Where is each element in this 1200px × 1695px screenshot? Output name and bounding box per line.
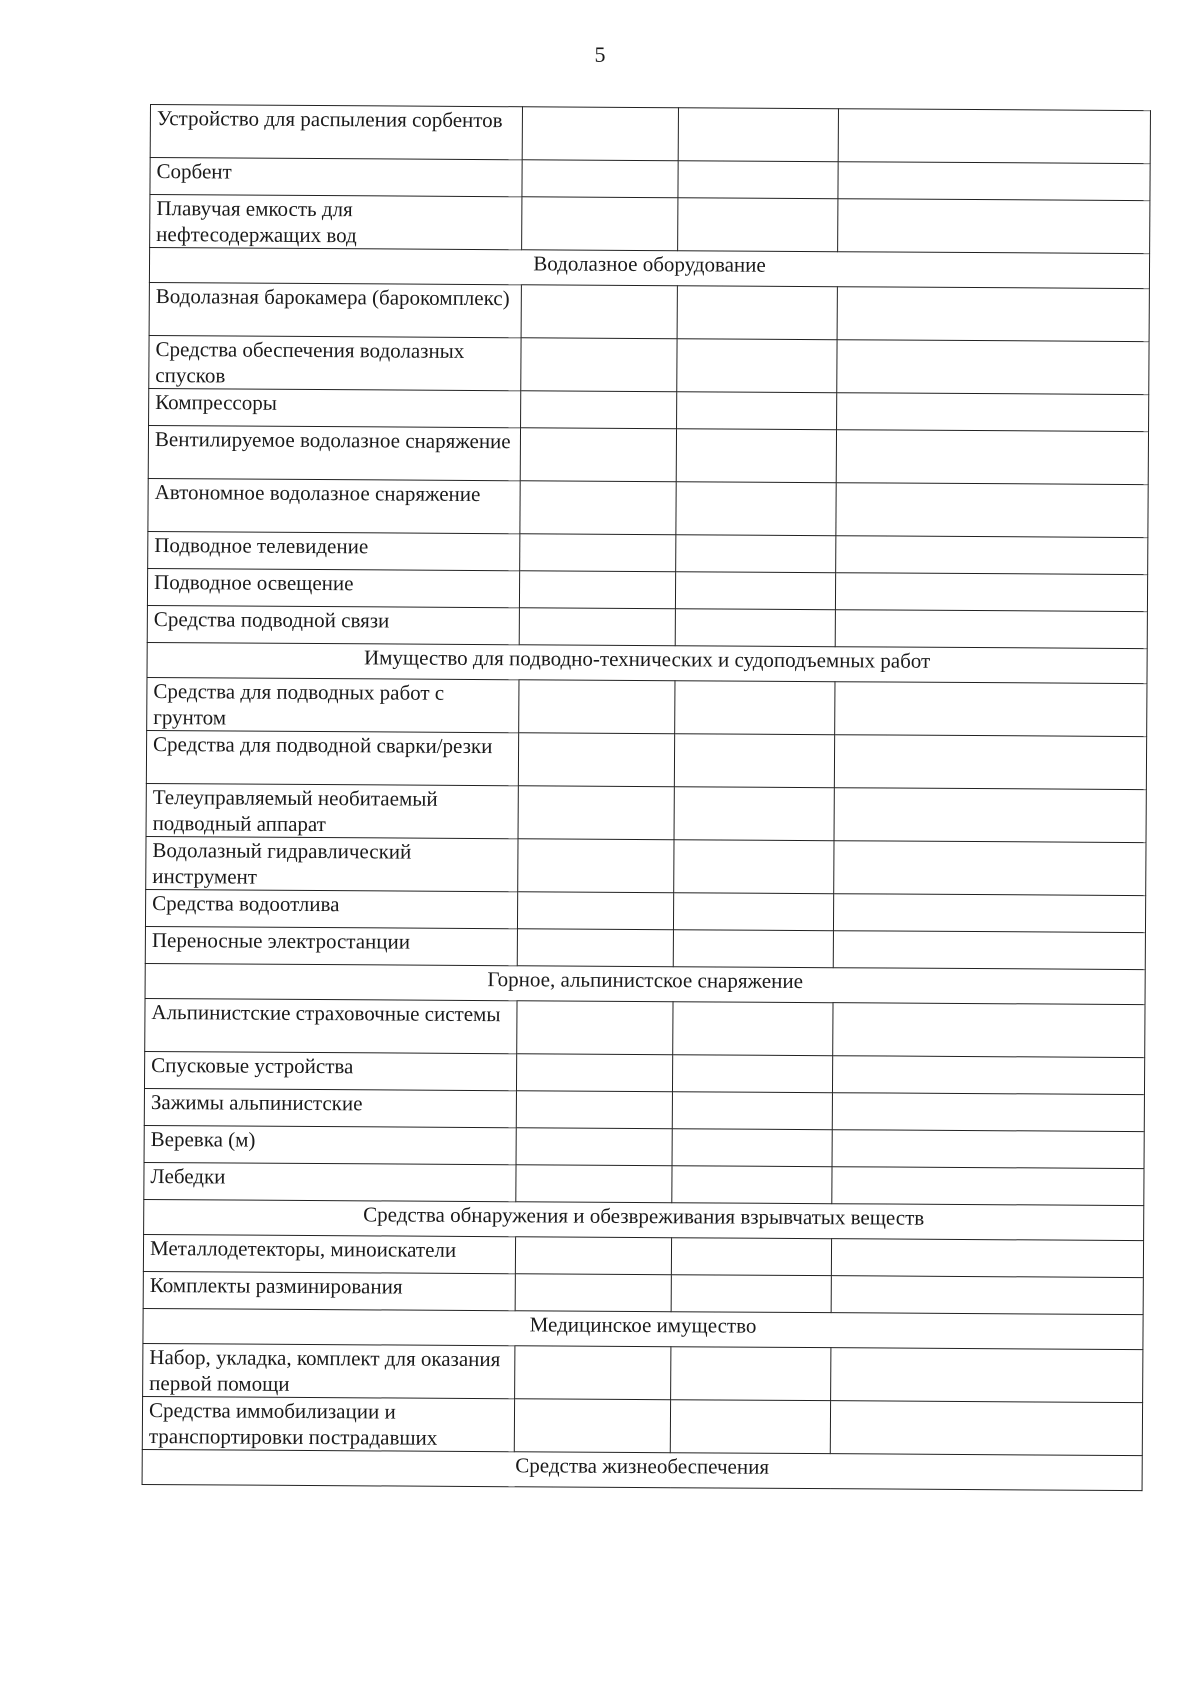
value-cell-2[interactable] [672,1055,832,1093]
value-cell-3[interactable] [834,735,1146,790]
value-cell-3[interactable] [833,1003,1145,1058]
value-cell-3[interactable] [835,573,1147,612]
table-row [144,1051,1144,1094]
value-cell-1[interactable] [515,1237,671,1275]
value-cell-2[interactable] [677,339,837,393]
value-cell-1[interactable] [521,285,677,339]
item-name-cell: Зажимы альпинистские [144,1088,516,1127]
value-cell-1[interactable] [514,1399,670,1453]
value-cell-1[interactable] [516,1091,672,1129]
value-cell-1[interactable] [518,733,674,787]
table-row [146,783,1146,842]
table-row [146,836,1146,895]
table-row [145,889,1145,932]
table-row [150,105,1150,164]
table-row [144,1088,1144,1131]
value-cell-3[interactable] [832,1167,1144,1206]
value-cell-2[interactable] [677,392,837,430]
value-cell-1[interactable] [517,892,673,930]
table-row [144,1162,1144,1205]
value-cell-3[interactable] [838,109,1150,164]
value-cell-2[interactable] [678,108,838,162]
value-cell-2[interactable] [670,1400,830,1454]
value-cell-3[interactable] [837,393,1149,432]
value-cell-2[interactable] [675,609,835,647]
value-cell-3[interactable] [831,1276,1143,1315]
section-header: Средства жизнеобеспечения [142,1449,1142,1490]
value-cell-3[interactable] [832,1056,1144,1095]
equipment-table-body [142,105,1150,1491]
value-cell-1[interactable] [516,1128,672,1166]
item-name-cell: Спусковые устройства [144,1051,516,1090]
value-cell-3[interactable] [835,682,1147,737]
value-cell-3[interactable] [838,199,1150,254]
table-row [144,1125,1144,1168]
value-cell-1[interactable] [522,197,678,251]
value-cell-3[interactable] [831,1348,1143,1403]
value-cell-1[interactable] [520,481,676,535]
value-cell-2[interactable] [672,1166,832,1204]
value-cell-2[interactable] [673,1002,833,1056]
table-row [150,158,1150,201]
table-row [147,677,1147,736]
value-cell-2[interactable] [675,681,835,735]
item-name-cell: Средства подводной связи [147,605,519,644]
item-name-cell: Средства иммобилизации и транспортировки пострадавших [142,1396,514,1451]
value-cell-3[interactable] [837,340,1149,395]
value-cell-2[interactable] [671,1238,831,1276]
value-cell-2[interactable] [671,1347,831,1401]
value-cell-1[interactable] [515,1346,671,1400]
value-cell-2[interactable] [676,429,836,483]
item-name-cell: Вентилируемое водолазное снаряжение [148,425,520,480]
value-cell-3[interactable] [835,610,1147,649]
value-cell-1[interactable] [520,534,676,572]
value-cell-3[interactable] [833,931,1145,970]
table-row [149,388,1149,431]
item-name-cell: Автономное водолазное снаряжение [148,478,520,533]
table-row [147,605,1147,648]
page-number: 5 [594,42,606,67]
value-cell-3[interactable] [837,287,1149,342]
value-cell-3[interactable] [836,430,1148,485]
value-cell-2[interactable] [678,198,838,252]
item-name-cell: Компрессоры [149,388,521,427]
table-row [149,335,1149,394]
item-name-cell: Средства водоотлива [145,889,517,928]
table-row [145,926,1145,969]
value-cell-1[interactable] [522,107,678,161]
item-name-cell: Альпинистские страховочные системы [145,998,517,1053]
item-name-cell: Переносные электростанции [145,926,517,965]
value-cell-2[interactable] [671,1275,831,1313]
item-name-cell: Комплекты разминирования [143,1271,515,1310]
value-cell-2[interactable] [674,840,834,894]
item-name-cell: Плавучая емкость для нефтесодержащих вод [150,195,522,250]
table-row [146,730,1146,789]
value-cell-3[interactable] [836,483,1148,538]
value-cell-2[interactable] [673,930,833,968]
item-name-cell: Набор, укладка, комплект для оказания первой помощи [143,1343,515,1398]
value-cell-3[interactable] [836,536,1148,575]
item-name-cell: Сорбент [150,158,522,197]
value-cell-1[interactable] [519,608,675,646]
value-cell-1[interactable] [521,338,677,392]
item-name-cell: Лебедки [144,1162,516,1201]
table-row [150,195,1150,254]
table-row [148,531,1148,574]
value-cell-2[interactable] [672,1092,832,1130]
item-name-cell: Веревка (м) [144,1125,516,1164]
item-name-cell: Подводное освещение [147,568,519,607]
item-name-cell: Водолазная барокамера (барокомплекс) [149,282,521,337]
table-row [143,1271,1143,1314]
section-header: Имущество для подводно-технических и судоподъемных работ [147,642,1147,683]
value-cell-3[interactable] [832,1130,1144,1169]
value-cell-3[interactable] [834,788,1146,843]
table-row [149,282,1149,341]
equipment-table [142,104,1151,1491]
value-cell-1[interactable] [515,1274,671,1312]
value-cell-1[interactable] [516,1165,672,1203]
value-cell-1[interactable] [516,1054,672,1092]
item-name-cell: Средства для подводных работ с грунтом [147,677,519,732]
table-row [148,425,1148,484]
value-cell-1[interactable] [518,786,674,840]
item-name-cell: Металлодетекторы, миноискатели [143,1234,515,1273]
value-cell-2[interactable] [675,572,835,610]
table-row [142,1396,1142,1455]
value-cell-3[interactable] [832,1093,1144,1132]
table-row [143,1234,1143,1277]
value-cell-1[interactable] [517,1001,673,1055]
value-cell-3[interactable] [831,1239,1143,1278]
table-row [143,1343,1143,1402]
table-row [147,568,1147,611]
value-cell-1[interactable] [519,680,675,734]
value-cell-2[interactable] [676,482,836,536]
table-row [148,478,1148,537]
item-name-cell: Водолазный гидравлический инструмент [146,836,518,891]
item-name-cell: Средства для подводной сварки/резки [146,730,518,785]
value-cell-3[interactable] [830,1401,1142,1456]
value-cell-1[interactable] [517,929,673,967]
value-cell-3[interactable] [838,162,1150,201]
value-cell-3[interactable] [833,894,1145,933]
value-cell-2[interactable] [677,286,837,340]
table-row [145,998,1145,1057]
item-name-cell: Устройство для распыления сорбентов [150,105,522,160]
value-cell-2[interactable] [674,734,834,788]
value-cell-2[interactable] [673,893,833,931]
section-header: Водолазное оборудование [149,248,1149,289]
item-name-cell: Средства обеспечения водолазных спусков [149,335,521,390]
value-cell-2[interactable] [676,535,836,573]
item-name-cell: Подводное телевидение [148,531,520,570]
section-header-row [142,1449,1142,1490]
section-header: Горное, альпинистское снаряжение [145,963,1145,1004]
value-cell-1[interactable] [520,428,676,482]
value-cell-3[interactable] [834,841,1146,896]
value-cell-2[interactable] [678,161,838,199]
section-header: Средства обнаружения и обезвреживания взрывчатых веществ [144,1199,1144,1240]
value-cell-1[interactable] [518,839,674,893]
item-name-cell: Телеуправляемый необитаемый подводный аппарат [146,783,518,838]
section-header: Медицинское имущество [143,1308,1143,1349]
value-cell-1[interactable] [522,160,678,198]
value-cell-1[interactable] [519,571,675,609]
value-cell-2[interactable] [674,787,834,841]
value-cell-1[interactable] [521,391,677,429]
equipment-table-wrapper [142,104,1150,1491]
value-cell-2[interactable] [672,1129,832,1167]
